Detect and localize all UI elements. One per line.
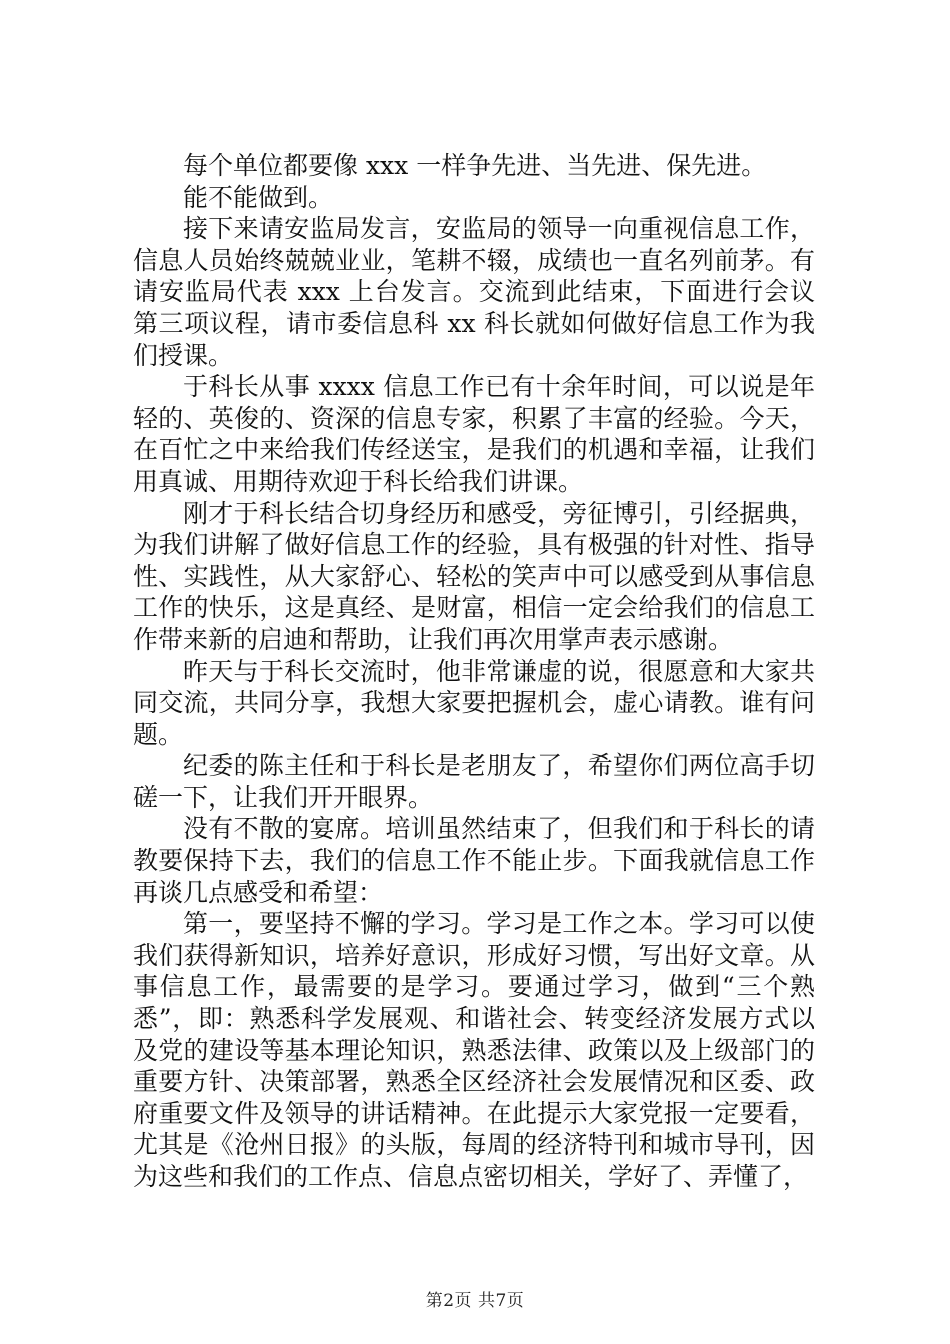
paragraph: 第一，要坚持不懈的学习。学习是工作之本。学习可以使我们获得新知识，培养好意识，形成好习惯，写出好文章。从事信息工作，最需要的是学习。要通过学习，做到“三个熟悉”，即：熟悉科学发展观、和谐社会、转变经济发展方式以及党的建设等基本理论知识，熟悉法律、政策以及上级部门的重要方针、决策部署，熟悉全区经济社会发展情况和区委、政府重要文件及领导的讲话精神。在此提示大家党报一定要看，尤其是《沧州日报》的头版，每周的经济特刊和城市导刊，因为这些和我们的工作点、信息点密切相关，学好了、弄懂了， — [133, 909, 815, 1191]
paragraph: 接下来请安监局发言，安监局的领导一向重视信息工作，信息人员始终兢兢业业，笔耕不辍，成绩也一直名列前茅。有请安监局代表 xxx 上台发言。交流到此结束，下面进行会议第三项议程，请市委信息科 xx 科长就如何做好信息工作为我们授课。 — [133, 214, 815, 370]
paragraph: 昨天与于科长交流时，他非常谦虚的说，很愿意和大家共同交流，共同分享，我想大家要把握机会，虚心请教。谁有问题。 — [133, 656, 815, 749]
page-number-footer: 第2页 共7页 — [425, 1291, 525, 1311]
paragraph: 于科长从事 xxxx 信息工作已有十余年时间，可以说是年轻的、英俊的、资深的信息专家，积累了丰富的经验。今天，在百忙之中来给我们传经送宝，是我们的机遇和幸福，让我们用真诚、用期待欢迎于科长给我们讲课。 — [133, 372, 815, 496]
paragraph: 每个单位都要像 xxx 一样争先进、当先进、保先进。 — [183, 151, 767, 180]
document-body — [133, 150, 815, 1193]
paragraph: 能不能做到。 — [183, 182, 334, 212]
paragraph: 纪委的陈主任和于科长是老朋友了，希望你们两位高手切磋一下，让我们开开眼界。 — [133, 751, 815, 812]
paragraph: 刚才于科长结合切身经历和感受，旁征博引，引经据典，为我们讲解了做好信息工作的经验，具有极强的针对性、指导性、实践性，从大家舒心、轻松的笑声中可以感受到从事信息工作的快乐，这是真经、是财富，相信一定会给我们的信息工作带来新的启迪和帮助，让我们再次用掌声表示感谢。 — [133, 498, 815, 654]
paragraph: 没有不散的宴席。培训虽然结束了，但我们和于科长的请教要保持下去，我们的信息工作不能止步。下面我就信息工作再谈几点感受和希望： — [133, 814, 815, 907]
